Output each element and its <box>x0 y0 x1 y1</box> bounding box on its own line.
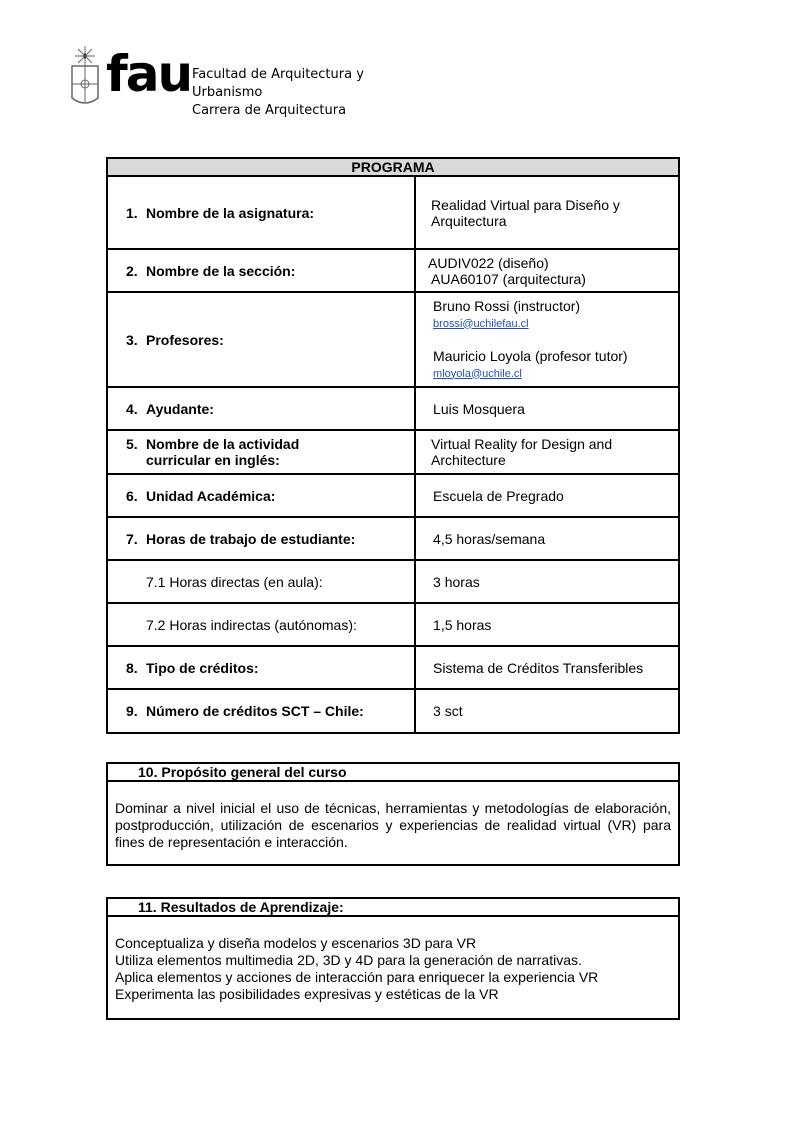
table-row: 6. Unidad Académica: Escuela de Pregrado <box>107 474 679 517</box>
table-row: 7.1 Horas directas (en aula): 3 horas <box>107 560 679 603</box>
university-crest-icon <box>70 44 100 108</box>
section-title: 10. Propósito general del curso <box>108 764 678 782</box>
program-table <box>106 157 680 734</box>
list-item: Utiliza elementos multimedia 2D, 3D y 4D para la generación de narrativas. <box>115 952 582 968</box>
table-row: 3. Profesores: Bruno Rossi (instructor) brossi@uchilefau.cl Mauricio Loyola (profesor tutor) mloyola@uchile.cl <box>107 292 679 387</box>
outcomes-list <box>108 917 678 1009</box>
table-row: 2. Nombre de la sección: AUDIV022 (diseño) AUA60107 (arquitectura) <box>107 249 679 292</box>
table-row: 9. Número de créditos SCT – Chile: 3 sct <box>107 689 679 733</box>
outcomes-section <box>106 897 680 1020</box>
program-title: PROGRAMA <box>107 158 679 176</box>
table-row: 5. Nombre de la actividad curricular en inglés: Virtual Reality for Design and Architecture <box>107 430 679 474</box>
table-row: 7. Horas de trabajo de estudiante: 4,5 horas/semana <box>107 517 679 560</box>
purpose-section <box>106 762 680 866</box>
table-row: 8. Tipo de créditos: Sistema de Créditos Transferibles <box>107 646 679 689</box>
section-title: 11. Resultados de Aprendizaje: <box>108 899 678 917</box>
list-item: Experimenta las posibilidades expresivas y estéticas de la VR <box>115 986 499 1002</box>
email-link[interactable]: brossi@uchilefau.cl <box>433 317 529 330</box>
institution-name: Facultad de Arquitectura y Urbanismo Carrera de Arquitectura <box>192 67 364 118</box>
professors: Bruno Rossi (instructor) brossi@uchilefau.cl Mauricio Loyola (profesor tutor) mloyola@uchile.cl <box>415 292 679 387</box>
course-name: Realidad Virtual para Diseño y Arquitectura <box>415 176 679 249</box>
fau-logo <box>68 44 428 118</box>
table-row: 4. Ayudante: Luis Mosquera <box>107 387 679 430</box>
email-link[interactable]: mloyola@uchile.cl <box>433 367 522 380</box>
list-item: Conceptualiza y diseña modelos y escenarios 3D para VR <box>115 935 477 951</box>
purpose-text: Dominar a nivel inicial el uso de técnicas, herramientas y metodologías de elaboración, postproducción, utilización de escenarios y experiencias de realidad virtual (VR) para fines de representación e interacción. <box>115 800 671 850</box>
logo-wordmark: fau <box>106 45 192 103</box>
table-row: 7.2 Horas indirectas (autónomas): 1,5 horas <box>107 603 679 646</box>
list-item: Aplica elementos y acciones de interacción para enriquecer la experiencia VR <box>115 969 599 985</box>
section-codes: AUDIV022 (diseño) AUA60107 (arquitectura) <box>415 249 679 292</box>
table-row: 1. Nombre de la asignatura: Realidad Virtual para Diseño y Arquitectura <box>107 176 679 249</box>
